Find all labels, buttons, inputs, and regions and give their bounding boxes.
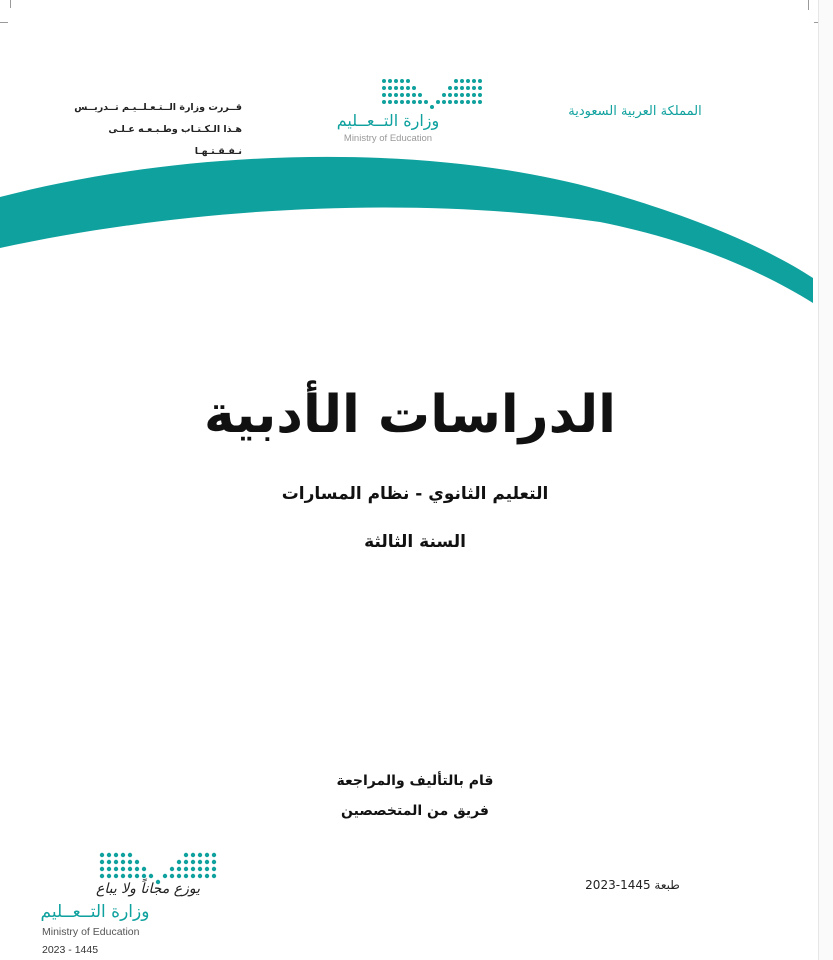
approval-line-2: هـذا الـكـتـاب وطـبـعـه عـلـى نـفـقـتـهـا [108, 124, 242, 157]
approval-line-1: قــررت وزارة الــتـعـلــيـم تــدريــس [74, 102, 242, 113]
teal-swoosh-band [0, 0, 833, 320]
credits [270, 766, 560, 826]
credits-line-1: قام بالتأليف والمراجعة [336, 773, 494, 789]
footer-years: 2023 - 1445 [42, 944, 99, 956]
edition-label: طبعة 1445-2023 [585, 878, 680, 892]
ministry-logo-footer [38, 848, 228, 960]
ministry-name-ar: وزارة التــعــليم [336, 111, 440, 130]
footer-ministry-name-en: Ministry of Education [42, 926, 140, 938]
free-distribution-slogan: يوزع مجاناً ولا يباع [95, 881, 201, 897]
book-title: الدراسات الأدبية [203, 385, 616, 445]
book-subtitle: التعليم الثانوي - نظام المسارات [281, 484, 549, 504]
ministry-name-en: Ministry of Education [343, 133, 433, 144]
book-year: السنة الثالثة [364, 532, 466, 552]
footer-ministry-name-ar: وزارة التــعــليم [40, 902, 150, 922]
credits-line-2: فريق من المتخصصين [341, 803, 489, 819]
kingdom-name: المملكة العربية السعودية [568, 104, 702, 119]
